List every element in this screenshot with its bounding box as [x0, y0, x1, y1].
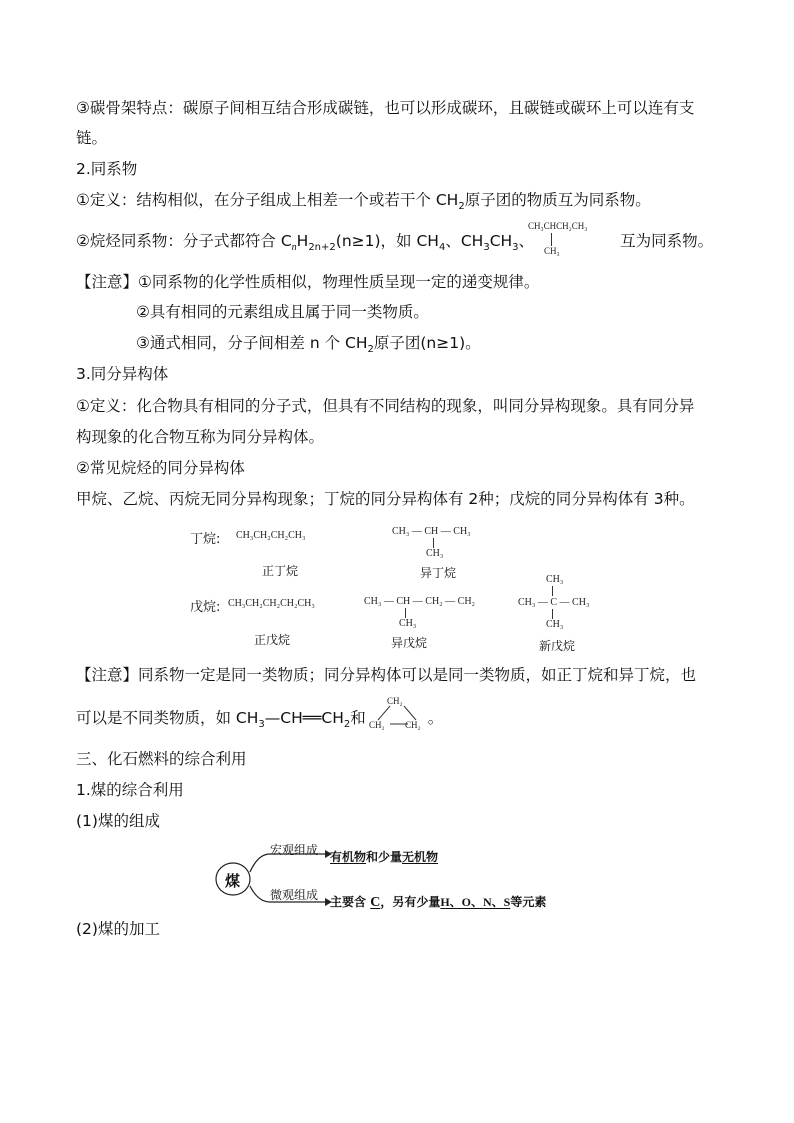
note-homolog-2: ②具有相同的元素组成且属于同一类物质。 — [136, 303, 429, 321]
neo-pentane-bond-top — [552, 586, 553, 596]
macro-label: 宏观组成 — [270, 843, 319, 857]
text-alkane-homolog: ②烷烃同系物：分子式都符合 $C_nH_{2n+2}(n\ge 1)$，如 $CH_4$、$CH_3CH_3$、 互为同系物。 — [76, 232, 714, 254]
cyclopropane-top: CH₂ — [387, 696, 403, 706]
neo-pentane-bond-bottom — [552, 609, 553, 619]
note-isomer-2: 可以是不同类物质，如 $CH_3—CH══CH_2$和 。 — [76, 709, 444, 731]
struct-inline-bottom: CH₃ — [544, 246, 560, 256]
n-pentane-name: 正戊烷 — [254, 633, 291, 647]
heading-coal-composition: (1)煤的组成 — [76, 812, 160, 830]
micro-label: 微观组成 — [270, 888, 319, 902]
text-isomer-counts: 甲烷、乙烷、丙烷无同分异构现象；丁烷的同分异构体有 2种；戊烷的同分异构体有 3种。 — [76, 490, 695, 508]
neo-pentane-name: 新戊烷 — [539, 639, 576, 653]
coal-center: 煤 — [225, 872, 241, 890]
text-homolog-definition: ①定义：结构相似，在分子组成上相差一个或若干个 $CH_2$原子团的物质互为同系物。 — [76, 191, 651, 213]
cyclopropane-right: CH₂ — [405, 720, 421, 730]
iso-butane-methyl: CH₃ — [426, 548, 444, 559]
heading-coal-use: 1.煤的综合利用 — [76, 781, 184, 799]
text-isomer-common: ②常见烷烃的同分异构体 — [76, 459, 245, 477]
iso-butane-formula: CH₃ — CH — CH₃ — [392, 526, 471, 537]
n-butane-name: 正丁烷 — [262, 564, 299, 578]
note-homolog-3: ③通式相同，分子间相差 n 个 $CH_2$原子团(n≥1)。 — [136, 334, 481, 356]
macro-content: 有机物和少量无机物 — [330, 850, 439, 864]
struct-inline-top: CH₃CHCH₂CH₃ — [528, 221, 588, 231]
heading-homolog: 2.同系物 — [76, 160, 138, 178]
iso-pentane-name: 异戊烷 — [391, 636, 428, 650]
text-line-carbon-skeleton: ③碳骨架特点：碳原子间相互结合形成碳链，也可以形成碳环，且碳链或碳环上可以连有支 — [76, 99, 695, 117]
struct-inline-bond — [551, 233, 552, 246]
iso-butane-name: 异丁烷 — [420, 566, 457, 580]
iso-butane-bond — [433, 538, 434, 548]
note-homolog-1: 【注意】①同系物的化学性质相似，物理性质呈现一定的递变规律。 — [76, 273, 540, 291]
text-isomer-def-2: 构现象的化合物互称为同分异构体。 — [76, 428, 325, 446]
micro-content: 主要含 C，另有少量H、O、N、S等元素 — [330, 895, 547, 910]
label-butane: 丁烷: — [190, 532, 221, 547]
iso-pentane-formula: CH₃ — CH — CH₂ — CH₂ — [364, 596, 476, 607]
neo-pentane-bottom: CH₃ — [546, 619, 564, 630]
note-isomer-1: 【注意】同系物一定是同一类物质；同分异构体可以是同一类物质，如正丁烷和异丁烷，也 — [76, 666, 697, 684]
text-isomer-def-1: ①定义：化合物具有相同的分子式，但具有不同结构的现象，叫同分异构现象。具有同分异 — [76, 397, 695, 415]
n-butane-formula: CH₃CH₂CH₂CH₃ — [236, 530, 306, 541]
text-line-chain: 链。 — [76, 129, 108, 147]
label-pentane: 戊烷: — [190, 600, 221, 615]
heading-isomer: 3.同分异构体 — [76, 365, 169, 383]
heading-coal-processing: (2)煤的加工 — [76, 920, 160, 938]
neo-pentane-main: CH₃ — C — CH₃ — [518, 597, 590, 608]
cyclopropane-left: CH₂ — [369, 720, 385, 730]
n-pentane-formula: CH₃CH₂CH₂CH₂CH₃ — [228, 598, 315, 609]
iso-pentane-bond — [405, 608, 406, 618]
iso-pentane-methyl: CH₃ — [399, 618, 417, 629]
section-fossil-fuels: 三、化石燃料的综合利用 — [76, 750, 247, 768]
neo-pentane-top: CH₃ — [546, 574, 564, 585]
